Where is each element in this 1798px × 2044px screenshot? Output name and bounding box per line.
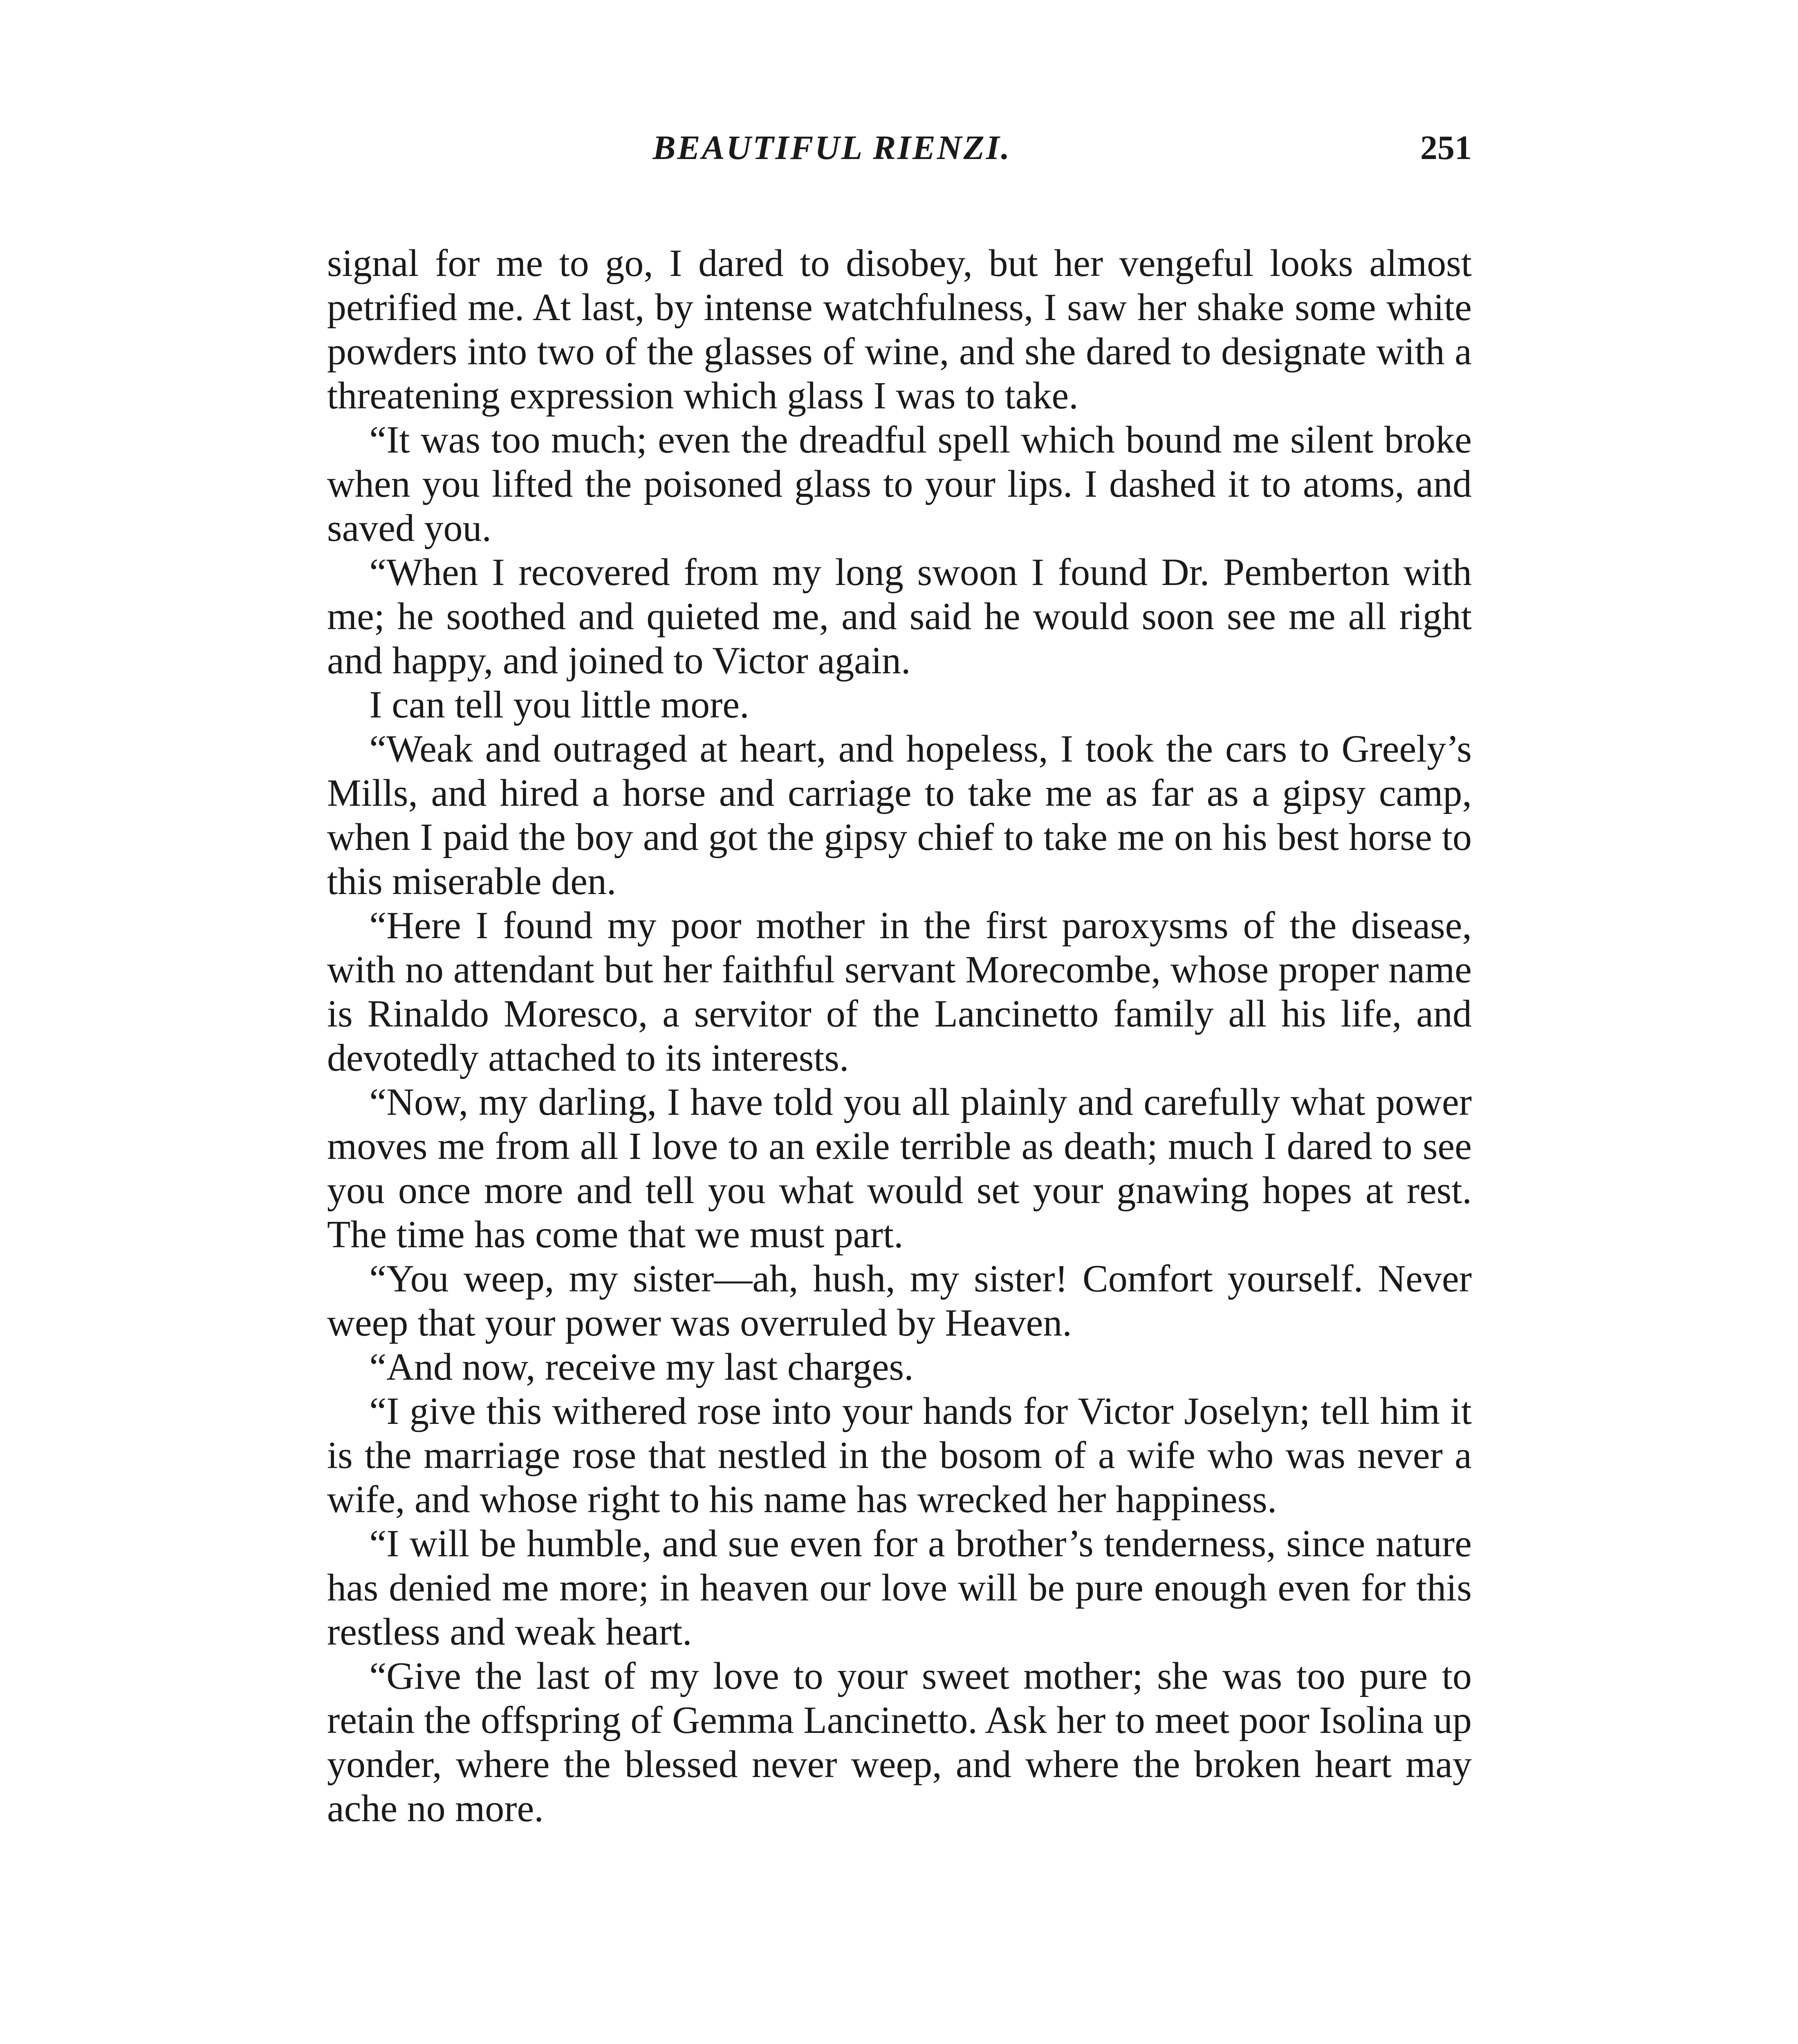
paragraph-5: “Weak and outraged at heart, and hopeless, I took the cars to Greely’s Mills, and hired a horse and carriage to take me as far as a gipsy camp, when I paid the boy and got the gipsy chief to take me on his best horse to this miserable den. bbox=[327, 728, 1472, 903]
running-head bbox=[327, 119, 1472, 177]
paragraph-9: “And now, receive my last charges. bbox=[369, 1346, 914, 1388]
paragraph-6: “Here I found my poor mother in the first paroxysms of the disease, with no attendant but her faithful servant Morecombe, whose proper name is Rinaldo Moresco, a servitor of the Lancinetto family all his life, and devotedly attached to its interests. bbox=[327, 904, 1472, 1079]
paragraph-11: “I will be humble, and sue even for a brother’s tenderness, since nature has denied me more; in heaven our love will be pure enough even for this restless and weak heart. bbox=[327, 1522, 1472, 1653]
paragraph-10: “I give this withered rose into your hands for Victor Joselyn; tell him it is the marriage rose that nestled in the bosom of a wife who was never a wife, and whose right to his name has wrecked her happiness. bbox=[327, 1390, 1472, 1521]
paragraph-2: “It was too much; even the dreadful spell which bound me silent broke when you lifted the poisoned glass to your lips. I dashed it to atoms, and saved you. bbox=[327, 419, 1472, 549]
paragraph-7: “Now, my darling, I have told you all plainly and carefully what power moves me from all I love to an exile terrible as death; much I dared to see you once more and tell you what would set your gnawing hopes at rest. The time has come that we must part. bbox=[327, 1081, 1472, 1256]
paragraph-12: “Give the last of my love to your sweet mother; she was too pure to retain the offspring of Gemma Lancinetto. Ask her to meet poor Isolina up yonder, where the blessed never weep, and where the broken heart may ache no more. bbox=[327, 1655, 1472, 1830]
body-text bbox=[327, 241, 1472, 1831]
paragraph-3: “When I recovered from my long swoon I found Dr. Pemberton with me; he soothed and quieted me, and said he would soon see me all right and happy, and joined to Victor again. bbox=[327, 551, 1472, 682]
paragraph-4: I can tell you little more. bbox=[369, 684, 749, 726]
paragraph-8: “You weep, my sister—ah, hush, my sister! Comfort yourself. Never weep that your power was overruled by Heaven. bbox=[327, 1257, 1472, 1344]
paragraph-1: signal for me to go, I dared to disobey, but her vengeful looks almost petrified me. At last, by intense watchfulness, I saw her shake some white powders into two of the glasses of wine, and she dared to designate with a threatening expression which glass I was to take. bbox=[327, 242, 1472, 417]
running-title: BEAUTIFUL RIENZI. bbox=[652, 129, 1011, 167]
page-number: 251 bbox=[1420, 129, 1472, 167]
